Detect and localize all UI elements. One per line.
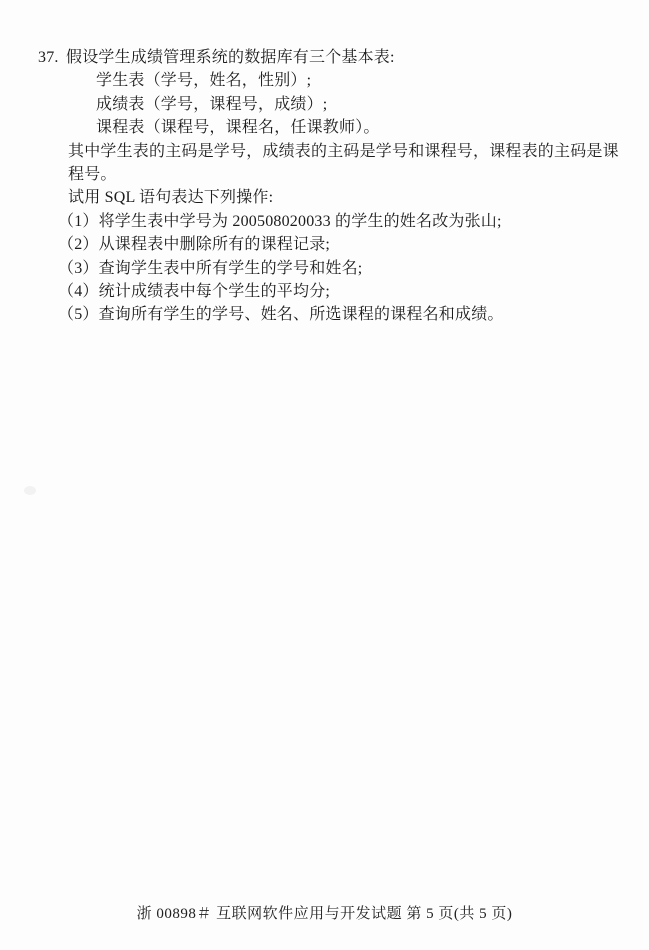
operation-item-4: （4）统计成绩表中每个学生的平均分; [58, 283, 331, 301]
question-number: 37. [38, 49, 59, 66]
key-note: 其中学生表的主码是学号，成绩表的主码是学号和课程号，课程表的主码是课程号。 [68, 142, 619, 184]
operation-item-3: （3）查询学生表中所有学生的学号和姓名; [58, 259, 363, 277]
question-block [0, 46, 631, 327]
scan-artifact [24, 486, 36, 495]
page-footer: 浙 00898＃ 互联网软件应用与开发试题 第 5 页(共 5 页) [136, 906, 513, 922]
question-intro-line [0, 46, 631, 69]
table-def-course: 课程表（课程号，课程名，任课教师）。 [96, 119, 380, 137]
operation-item-5: （5）查询所有学生的学号、姓名、所选课程的课程名和成绩。 [58, 306, 504, 324]
table-def-student: 学生表（学号，姓名，性别）; [96, 72, 312, 90]
question-intro: 假设学生成绩管理系统的数据库有三个基本表: [66, 49, 395, 66]
operation-item-1: （1）将学生表中学号为 200508020033 的学生的姓名改为张山; [58, 212, 502, 230]
sql-instruction: 试用 SQL 语句表达下列操作: [68, 189, 274, 207]
table-def-score: 成绩表（学号，课程号，成绩）; [96, 95, 328, 113]
operation-item-2: （2）从课程表中删除所有的课程记录; [58, 236, 331, 254]
